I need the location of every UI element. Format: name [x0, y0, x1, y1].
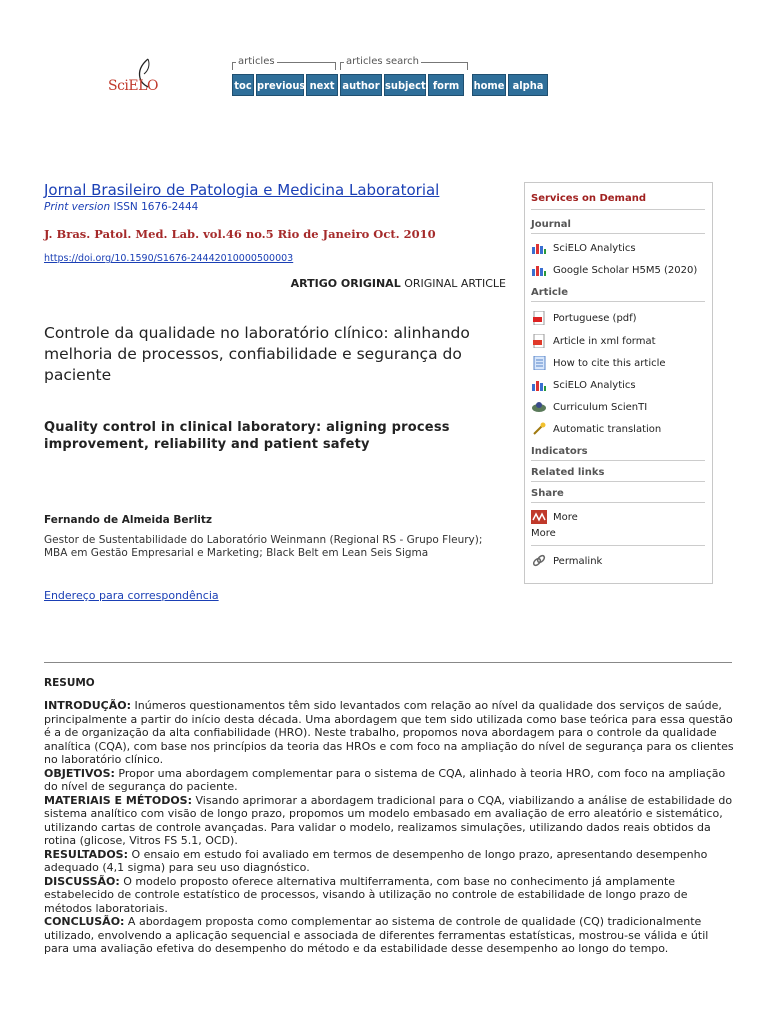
- curriculum-scienti-link[interactable]: [531, 400, 647, 414]
- journal-scielo-analytics-label: SciELO Analytics: [553, 242, 636, 254]
- nav-other-buttons: [472, 74, 548, 96]
- permalink-label: Permalink: [553, 555, 603, 567]
- author-name: Fernando de Almeida Berlitz: [44, 514, 213, 526]
- previous-button[interactable]: previous: [256, 74, 304, 96]
- automatic-translation-link[interactable]: [531, 422, 661, 436]
- journal-reference: J. Bras. Patol. Med. Lab. vol.46 no.5 Rio de Janeiro Oct. 2010: [44, 227, 436, 241]
- article-title-en: Quality control in clinical laboratory: aligning process improvement, reliability and patient safety: [44, 420, 450, 452]
- author-affiliation: Gestor de Sustentabilidade do Laboratório Weinmann (Regional RS - Grupo Fleury); MBA em Gestão Empresarial e Marketing; Black Belt em Lean Seis Sigma: [44, 534, 483, 559]
- nav-articles-caption: articles: [238, 56, 275, 67]
- xml-file-icon: [531, 334, 547, 348]
- scielo-logo-text: SciELO: [108, 78, 158, 94]
- indicators-header[interactable]: Indicators: [531, 446, 588, 457]
- resumo-discussao: DISCUSSÃO: O modelo proposto oferece alternativa multiferramenta, com base no conhecimento já amplamente estabelecido de controle estatístico de processos, visando à utilização no controle de estabilidade de longo prazo de métodos laboratoriais.: [44, 874, 688, 915]
- resumo-heading: RESUMO: [44, 677, 95, 689]
- services-title: Services on Demand: [531, 193, 647, 204]
- journal-title-link[interactable]: Jornal Brasileiro de Patologia e Medicina Laboratorial: [44, 181, 440, 199]
- more-link[interactable]: [531, 528, 556, 539]
- resumo-introducao: INTRODUÇÃO: Inúmeros questionamentos têm sido levantados com relação ao nível da qualidade dos serviços de saúde, principalmente a partir do início desta década. Uma abordagem que tem sido utilizada como base teórica para essa questão é a de organização da alta confiabilidade (HRO). Neste trabalho, propomos nova abordagem para o controle da qualidade analítica (CQA), com base nos princípios da teoria das HROs e com foco na ampliação do nível de segurança para os clientes no laboratório clínico.: [44, 699, 734, 766]
- form-button[interactable]: form: [428, 74, 464, 96]
- article-scielo-analytics-label: SciELO Analytics: [553, 379, 636, 391]
- permalink-link[interactable]: [531, 554, 602, 568]
- resumo-objetivos: OBJETIVOS: Propor uma abordagem complementar para o sistema de CQA, alinhado à teoria HRO, com foco na ampliação do nível de segurança do paciente.: [44, 766, 726, 793]
- how-to-cite-label: How to cite this article: [553, 357, 666, 369]
- share-more-label: More: [553, 511, 578, 523]
- divider: [531, 209, 705, 210]
- curriculum-icon: [531, 400, 547, 414]
- nav-search-caption: articles search: [346, 56, 419, 67]
- section-divider: [44, 662, 732, 663]
- translate-icon: [531, 422, 547, 436]
- article-type-pt: ARTIGO ORIGINAL: [290, 277, 401, 290]
- link-icon: [531, 554, 547, 568]
- article-type-en: ORIGINAL ARTICLE: [404, 277, 506, 290]
- pdf-icon: [531, 311, 547, 325]
- correspondence-link[interactable]: Endereço para correspondência: [44, 589, 219, 602]
- document-icon: [531, 356, 547, 370]
- alpha-button[interactable]: alpha: [508, 74, 548, 96]
- divider: [531, 545, 705, 546]
- article-type: [291, 277, 506, 290]
- bar-chart-icon: [531, 241, 547, 255]
- resumo-body: [44, 699, 734, 956]
- journal-scielo-analytics-link[interactable]: [531, 241, 636, 255]
- resumo-conclusao: CONCLUSÃO: A abordagem proposta como complementar ao sistema de controle de qualidade (CQ) tradicionalmente utilizado, envolvendo a aplicação sequencial e associada de diferentes ferramentas estatísticas, mostrou-se válida e útil para uma avaliação efetiva do desempenho do método e da estabilidade desse desempenho ao longo do tempo.: [44, 915, 709, 955]
- article-header: Article: [531, 287, 569, 298]
- share-header: Share: [531, 488, 564, 499]
- share-more-link[interactable]: [531, 510, 578, 524]
- divider: [531, 481, 705, 482]
- author-button[interactable]: author: [340, 74, 382, 96]
- divider: [531, 502, 705, 503]
- curriculum-scienti-label: Curriculum ScienTI: [553, 401, 648, 413]
- bar-chart-icon: [531, 263, 547, 277]
- bar-chart-icon: [531, 378, 547, 392]
- resumo-materiais-metodos: MATERIAIS E MÉTODOS: Visando aprimorar a abordagem tradicional para o CQA, viabilizando a análise de estabilidade do sistema analítico com visão de longo prazo, propomos um modelo embasado em avaliação de erro aleatório e sistemático, utilizando cartas de controle avançadas. Para validar o modelo, realizamos simulações, utilizando dados reais obtidos da rotina (glicose, Vitros FS 5.1, OCD).: [44, 793, 733, 847]
- google-scholar-link[interactable]: [531, 263, 697, 277]
- issn-text: ISSN 1676-2444: [113, 201, 199, 213]
- xml-format-label: Article in xml format: [553, 335, 656, 347]
- nav-search-buttons: [340, 74, 464, 96]
- print-version-label: Print version: [44, 201, 111, 213]
- share-icon: [531, 510, 547, 524]
- scielo-logo[interactable]: [104, 58, 174, 102]
- subject-button[interactable]: subject: [384, 74, 426, 96]
- nav-articles-buttons: [232, 74, 338, 96]
- resumo-resultados: RESULTADOS: O ensaio em estudo foi avaliado em termos de desempenho de longo prazo, apresentando desempenho adequado (4,1 sigma) para seu uso diagnóstico.: [44, 847, 708, 874]
- divider: [531, 460, 705, 461]
- article-scielo-analytics-link[interactable]: [531, 378, 636, 392]
- portuguese-pdf-link[interactable]: [531, 311, 637, 325]
- journal-header: Journal: [531, 219, 571, 230]
- doi-link[interactable]: https://doi.org/10.1590/S1676-24442010000500003: [44, 253, 294, 264]
- home-button[interactable]: home: [472, 74, 506, 96]
- toc-button[interactable]: toc: [232, 74, 254, 96]
- more-label: More: [531, 528, 556, 539]
- next-button[interactable]: next: [306, 74, 338, 96]
- divider: [531, 233, 705, 234]
- article-title-pt: Controle da qualidade no laboratório clínico: alinhando melhoria de processos, confiabilidade e segurança do paciente: [44, 324, 470, 384]
- related-links-header[interactable]: Related links: [531, 467, 605, 478]
- automatic-translation-label: Automatic translation: [553, 423, 662, 435]
- services-on-demand-panel: [524, 182, 713, 584]
- portuguese-pdf-label: Portuguese (pdf): [553, 312, 637, 324]
- google-scholar-label: Google Scholar H5M5 (2020): [553, 264, 698, 276]
- xml-format-link[interactable]: [531, 334, 656, 348]
- print-version-line: [44, 201, 198, 213]
- divider: [531, 301, 705, 302]
- how-to-cite-link[interactable]: [531, 356, 666, 370]
